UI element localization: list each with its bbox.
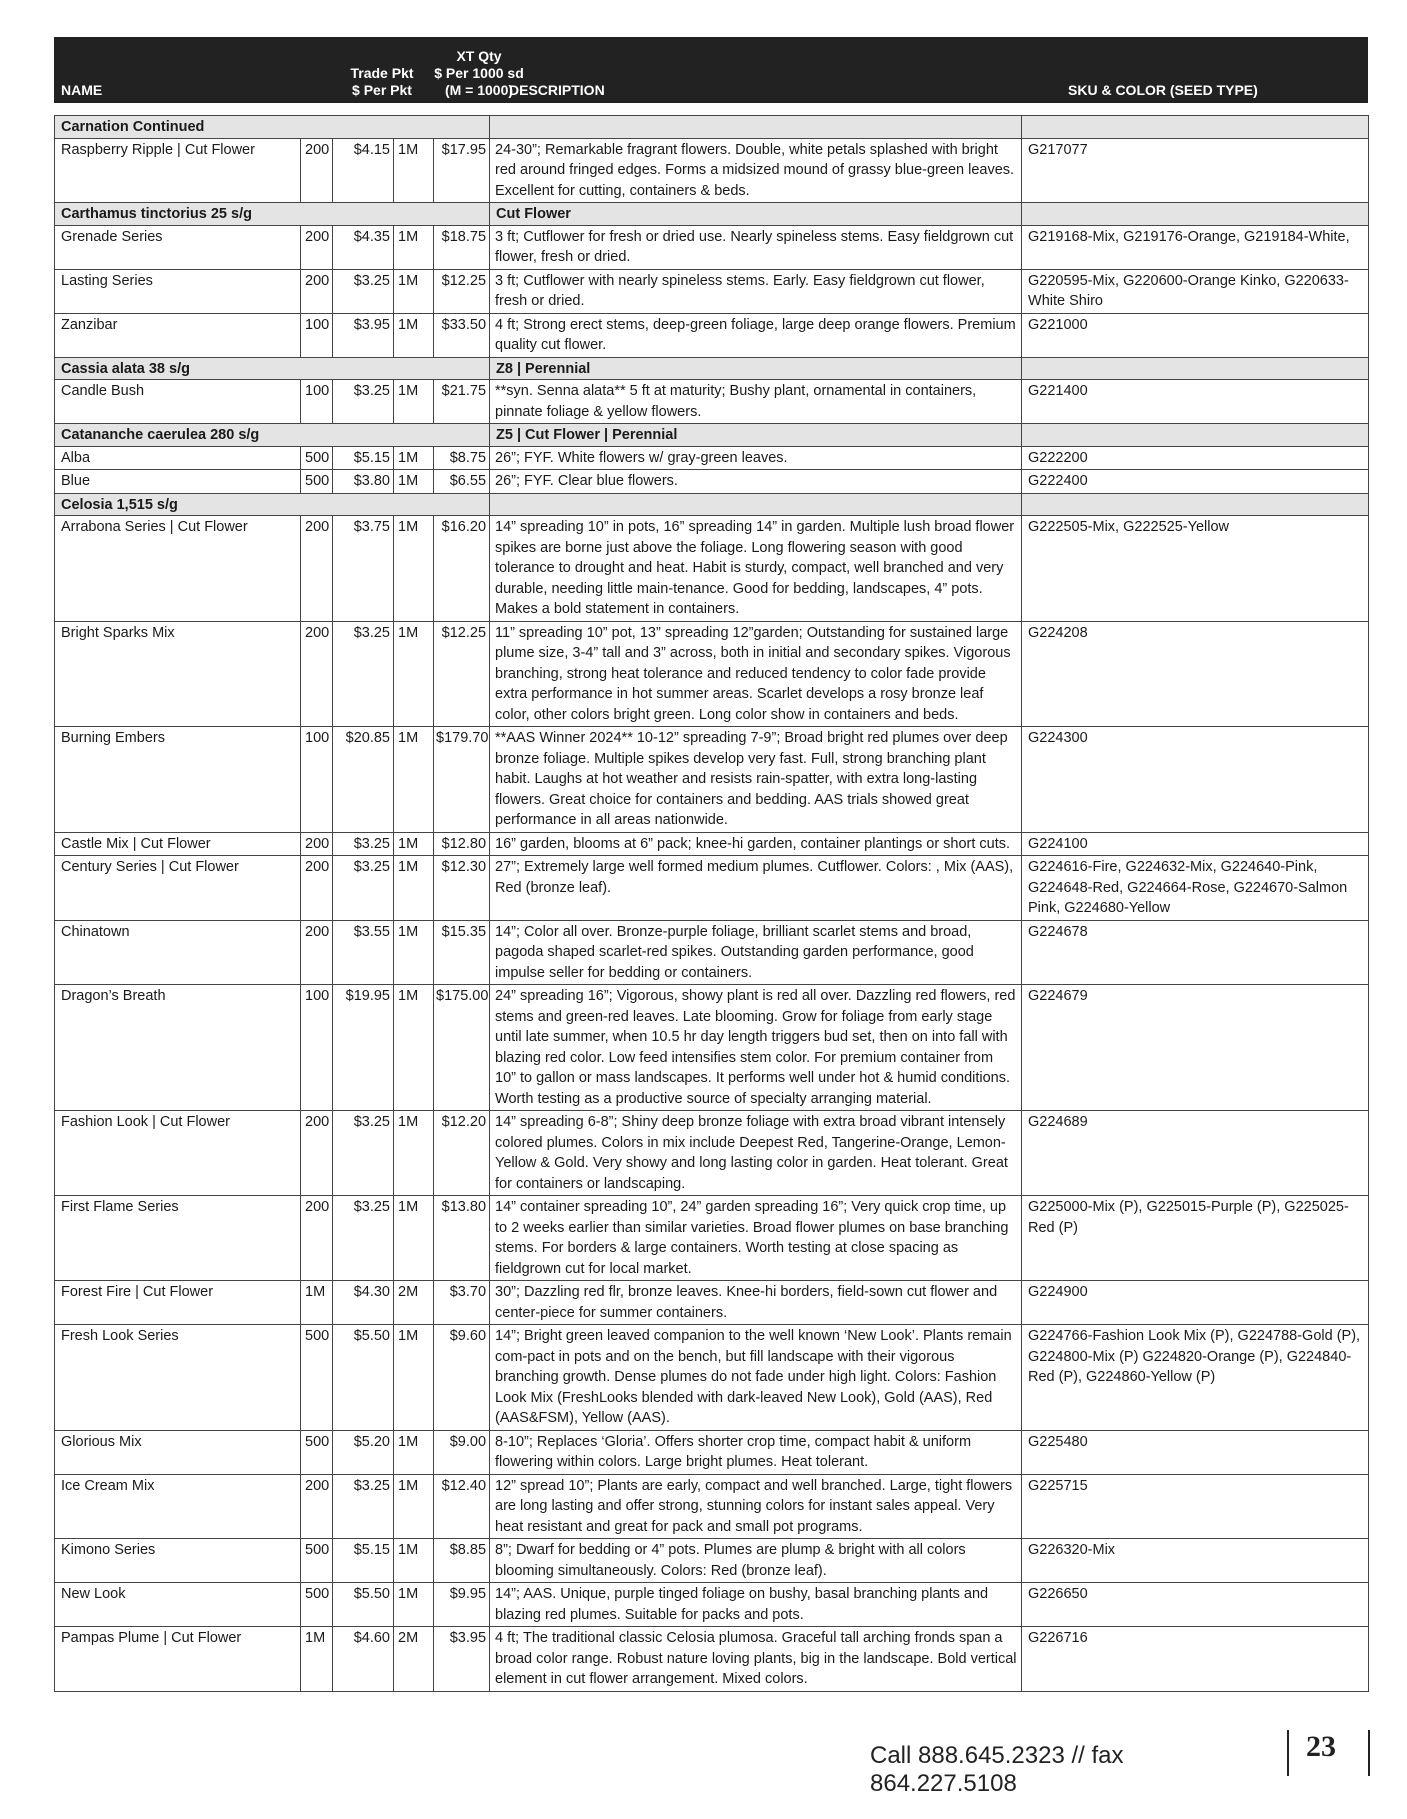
description: 26”; FYF. Clear blue flowers. (490, 470, 1022, 494)
xt-qty: 1M (394, 621, 434, 727)
section-name: Celosia 1,515 s/g (55, 493, 490, 516)
pkt-price: $19.95 (333, 985, 394, 1111)
table-row (55, 446, 1369, 470)
header-sku: SKU & COLOR (SEED TYPE) (1068, 82, 1258, 98)
description: 26”; FYF. White flowers w/ gray-green leaves. (490, 446, 1022, 470)
section-row (55, 203, 1369, 226)
xt-price: $3.95 (434, 1627, 490, 1692)
pkt-qty: 200 (301, 832, 333, 856)
variety-name: Pampas Plume | Cut Flower (55, 1627, 301, 1692)
table-row (55, 856, 1369, 921)
pkt-qty: 200 (301, 621, 333, 727)
sku-color: G222505-Mix, G222525-Yellow (1022, 516, 1369, 622)
pkt-qty: 100 (301, 727, 333, 833)
pkt-qty: 100 (301, 313, 333, 357)
pkt-price: $4.30 (333, 1281, 394, 1325)
table-body (55, 116, 1369, 1692)
xt-price: $12.20 (434, 1111, 490, 1196)
footer-divider (1287, 1730, 1289, 1776)
table-row (55, 1474, 1369, 1539)
xt-price: $12.30 (434, 856, 490, 921)
sku-color: G226716 (1022, 1627, 1369, 1692)
footer-divider (1368, 1730, 1370, 1776)
section-description (490, 493, 1022, 516)
sku-color: G224900 (1022, 1281, 1369, 1325)
table-row (55, 1111, 1369, 1196)
xt-qty: 1M (394, 1539, 434, 1583)
pkt-qty: 500 (301, 446, 333, 470)
xt-qty: 1M (394, 380, 434, 424)
xt-price: $12.80 (434, 832, 490, 856)
variety-name: Blue (55, 470, 301, 494)
sku-color: G225715 (1022, 1474, 1369, 1539)
section-row (55, 116, 1369, 139)
variety-name: Burning Embers (55, 727, 301, 833)
pkt-price: $3.55 (333, 920, 394, 985)
variety-name: Fresh Look Series (55, 1325, 301, 1431)
variety-name: Raspberry Ripple | Cut Flower (55, 138, 301, 203)
table-row (55, 1583, 1369, 1627)
xt-qty: 1M (394, 985, 434, 1111)
pkt-qty: 100 (301, 985, 333, 1111)
description: 14” spreading 6-8”; Shiny deep bronze foliage with extra broad vibrant intensely colored plumes. Colors in mix include Deepest Red, Tangerine-Orange, Lemon-Yellow & Gold. Very showy and long lasting color in garden. Heat tolerant. Great for containers or landscaping. (490, 1111, 1022, 1196)
xt-qty: 1M (394, 856, 434, 921)
xt-price: $9.60 (434, 1325, 490, 1431)
xt-qty: 1M (394, 1325, 434, 1431)
table-row (55, 1627, 1369, 1692)
sku-color: G225480 (1022, 1430, 1369, 1474)
pkt-price: $4.60 (333, 1627, 394, 1692)
description: 12” spread 10”; Plants are early, compact and well branched. Large, tight flowers are long lasting and offer strong, stunning colors for instant sales appeal. Very heat resistant and great for pack and small pot programs. (490, 1474, 1022, 1539)
xt-qty: 1M (394, 1583, 434, 1627)
xt-qty: 1M (394, 269, 434, 313)
section-name: Carnation Continued (55, 116, 490, 139)
pkt-qty: 200 (301, 1474, 333, 1539)
section-name: Cassia alata 38 s/g (55, 357, 490, 380)
sku-color: G221400 (1022, 380, 1369, 424)
pkt-qty: 500 (301, 470, 333, 494)
pkt-price: $20.85 (333, 727, 394, 833)
table-row (55, 621, 1369, 727)
table-row (55, 138, 1369, 203)
header-trade-pkt: Trade Pkt $ Per Pkt (350, 65, 414, 98)
variety-name: Grenade Series (55, 225, 301, 269)
description: 14”; AAS. Unique, purple tinged foliage on bushy, basal branching plants and blazing red plumes. Suitable for packs and pots. (490, 1583, 1022, 1627)
pkt-qty: 500 (301, 1325, 333, 1431)
description: 3 ft; Cutflower with nearly spineless stems. Early. Easy fieldgrown cut flower, fresh or dried. (490, 269, 1022, 313)
pkt-price: $3.75 (333, 516, 394, 622)
xt-price: $179.70 (434, 727, 490, 833)
description: 11” spreading 10” pot, 13” spreading 12”garden; Outstanding for sustained large plume size, 3-4” tall and 3” across, both in initial and secondary spikes. Vigorous branching, strong heat tolerance and reduced tendency to color fade provide extra performance in hot summer areas. Scarlet develops a rosy bronze leaf color, other colors bright green. Long color show in containers and beds. (490, 621, 1022, 727)
xt-price: $9.95 (434, 1583, 490, 1627)
xt-price: $175.00 (434, 985, 490, 1111)
pkt-qty: 200 (301, 225, 333, 269)
section-description (490, 116, 1022, 139)
variety-name: Forest Fire | Cut Flower (55, 1281, 301, 1325)
sku-color: G219168-Mix, G219176-Orange, G219184-White, (1022, 225, 1369, 269)
sku-color: G222400 (1022, 470, 1369, 494)
description: **syn. Senna alata** 5 ft at maturity; Bushy plant, ornamental in containers, pinnate foliage & yellow flowers. (490, 380, 1022, 424)
xt-qty: 1M (394, 225, 434, 269)
price-sheet (54, 37, 1368, 1692)
section-row (55, 357, 1369, 380)
table-row (55, 1281, 1369, 1325)
variety-name: First Flame Series (55, 1196, 301, 1281)
description: 4 ft; Strong erect stems, deep-green foliage, large deep orange flowers. Premium quality cut flower. (490, 313, 1022, 357)
pkt-qty: 1M (301, 1627, 333, 1692)
sku-color: G226650 (1022, 1583, 1369, 1627)
pkt-price: $3.80 (333, 470, 394, 494)
pkt-price: $3.25 (333, 1196, 394, 1281)
table-row (55, 920, 1369, 985)
variety-name: Alba (55, 446, 301, 470)
section-blank (1022, 116, 1369, 139)
xt-qty: 1M (394, 138, 434, 203)
xt-qty: 1M (394, 1474, 434, 1539)
description: 24” spreading 16”; Vigorous, showy plant is red all over. Dazzling red flowers, red stems and green-red leaves. Late blooming. Grow for foliage from early stage until late summer, when 10.5 hr day length triggers bud set, then on into fall with blazing red color. Low feed intensifies stem color. For premium container from 10” to gallon or mass landscapes. It performs well under hot & humid conditions. Worth testing as a productive source of specialty arranging material. (490, 985, 1022, 1111)
pkt-qty: 500 (301, 1430, 333, 1474)
variety-name: Glorious Mix (55, 1430, 301, 1474)
xt-qty: 1M (394, 920, 434, 985)
sku-color: G224100 (1022, 832, 1369, 856)
xt-qty: 1M (394, 727, 434, 833)
xt-price: $13.80 (434, 1196, 490, 1281)
description: **AAS Winner 2024** 10-12” spreading 7-9”; Broad bright red plumes over deep bronze foliage. Multiple spikes develop very fast. Full, strong branching plant habit. Laughs at hot weather and resists rain-spatter, with extra long-lasting flowers. Great choice for containers and bedding. AAS trials showed great performance in all areas nationwide. (490, 727, 1022, 833)
section-row (55, 424, 1369, 447)
xt-qty: 1M (394, 1111, 434, 1196)
pkt-price: $3.25 (333, 1111, 394, 1196)
variety-name: Castle Mix | Cut Flower (55, 832, 301, 856)
pkt-qty: 200 (301, 920, 333, 985)
sku-color: G224679 (1022, 985, 1369, 1111)
pkt-price: $5.15 (333, 446, 394, 470)
description: 27”; Extremely large well formed medium plumes. Cutflower. Colors: , Mix (AAS), Red (bronze leaf). (490, 856, 1022, 921)
variety-name: Bright Sparks Mix (55, 621, 301, 727)
xt-price: $6.55 (434, 470, 490, 494)
description: 14” spreading 10” in pots, 16” spreading 14” in garden. Multiple lush broad flower spikes are borne just above the foliage. Long flowering season with good tolerance to drought and heat. Habit is sturdy, compact, well branched and very durable, needing little main-tenance. Good for bedding, landscapes, 4” pots. Makes a bold statement in containers. (490, 516, 1022, 622)
xt-price: $16.20 (434, 516, 490, 622)
sku-color: G224766-Fashion Look Mix (P), G224788-Gold (P), G224800-Mix (P) G224820-Orange (P), G224840-Red (P), G224860-Yellow (P) (1022, 1325, 1369, 1431)
xt-qty: 1M (394, 470, 434, 494)
description: 16” garden, blooms at 6” pack; knee-hi garden, container plantings or short cuts. (490, 832, 1022, 856)
pkt-price: $3.25 (333, 1474, 394, 1539)
section-description: Z5 | Cut Flower | Perennial (490, 424, 1022, 447)
pkt-price: $5.50 (333, 1325, 394, 1431)
table-row (55, 470, 1369, 494)
pkt-qty: 200 (301, 1111, 333, 1196)
table-row (55, 269, 1369, 313)
pkt-qty: 200 (301, 1196, 333, 1281)
pkt-qty: 500 (301, 1539, 333, 1583)
xt-price: $12.40 (434, 1474, 490, 1539)
description: 14”; Color all over. Bronze-purple foliage, brilliant scarlet stems and broad, pagoda shaped scarlet-red spikes. Outstanding garden performance, good impulse seller for bedding or containers. (490, 920, 1022, 985)
page-footer (870, 1730, 1370, 1797)
pkt-price: $3.25 (333, 269, 394, 313)
pkt-price: $3.25 (333, 621, 394, 727)
xt-qty: 2M (394, 1627, 434, 1692)
header-name: NAME (61, 82, 103, 98)
variety-name: Ice Cream Mix (55, 1474, 301, 1539)
table-row (55, 1430, 1369, 1474)
variety-name: New Look (55, 1583, 301, 1627)
xt-qty: 1M (394, 313, 434, 357)
header-description: DESCRIPTION (509, 82, 605, 98)
xt-qty: 2M (394, 1281, 434, 1325)
table-row (55, 516, 1369, 622)
pkt-price: $4.35 (333, 225, 394, 269)
description: 4 ft; The traditional classic Celosia plumosa. Graceful tall arching fronds span a broad color range. Robust nature loving plants, big in the landscape. Bold vertical element in cut flower arrangement. Mixed colors. (490, 1627, 1022, 1692)
description: 8”; Dwarf for bedding or 4” pots. Plumes are plump & bright with all colors blooming simultaneously. Colors: Red (bronze leaf). (490, 1539, 1022, 1583)
xt-price: $18.75 (434, 225, 490, 269)
sku-color: G225000-Mix (P), G225015-Purple (P), G225025-Red (P) (1022, 1196, 1369, 1281)
sku-color: G224689 (1022, 1111, 1369, 1196)
section-blank (1022, 357, 1369, 380)
section-row (55, 493, 1369, 516)
contact-line: Call 888.645.2323 // fax 864.227.5108 (870, 1742, 1124, 1797)
description: 3 ft; Cutflower for fresh or dried use. Nearly spineless stems. Easy fieldgrown cut flower, fresh or dried. (490, 225, 1022, 269)
pkt-price: $3.95 (333, 313, 394, 357)
pkt-price: $4.15 (333, 138, 394, 203)
pkt-qty: 200 (301, 856, 333, 921)
table-row (55, 1325, 1369, 1431)
table-row (55, 380, 1369, 424)
seed-table (54, 115, 1369, 1692)
pkt-qty: 200 (301, 269, 333, 313)
xt-price: $12.25 (434, 269, 490, 313)
pkt-qty: 200 (301, 138, 333, 203)
table-row (55, 313, 1369, 357)
sku-color: G224208 (1022, 621, 1369, 727)
variety-name: Dragon’s Breath (55, 985, 301, 1111)
pkt-price: $3.25 (333, 832, 394, 856)
xt-qty: 1M (394, 832, 434, 856)
section-description: Z8 | Perennial (490, 357, 1022, 380)
section-name: Carthamus tinctorius 25 s/g (55, 203, 490, 226)
xt-price: $9.00 (434, 1430, 490, 1474)
table-row (55, 832, 1369, 856)
xt-qty: 1M (394, 446, 434, 470)
pkt-price: $5.20 (333, 1430, 394, 1474)
pkt-qty: 500 (301, 1583, 333, 1627)
pkt-price: $5.15 (333, 1539, 394, 1583)
table-row (55, 727, 1369, 833)
variety-name: Candle Bush (55, 380, 301, 424)
sku-color: G224616-Fire, G224632-Mix, G224640-Pink, G224648-Red, G224664-Rose, G224670-Salmon Pink, G224680-Yellow (1022, 856, 1369, 921)
section-description: Cut Flower (490, 203, 1022, 226)
xt-price: $12.25 (434, 621, 490, 727)
pkt-price: $3.25 (333, 380, 394, 424)
variety-name: Fashion Look | Cut Flower (55, 1111, 301, 1196)
xt-price: $8.75 (434, 446, 490, 470)
section-blank (1022, 493, 1369, 516)
xt-qty: 1M (394, 516, 434, 622)
description: 14” container spreading 10”, 24” garden spreading 16”; Very quick crop time, up to 2 weeks earlier than similar varieties. Broad flower plumes on base branching stems. For borders & large containers. Worth testing at close spacing as fieldgrown cut for local market. (490, 1196, 1022, 1281)
section-name: Catananche caerulea 280 s/g (55, 424, 490, 447)
page-number: 23 (1306, 1730, 1336, 1763)
variety-name: Zanzibar (55, 313, 301, 357)
description: 8-10”; Replaces ‘Gloria’. Offers shorter crop time, compact habit & uniform flowering within colors. Large bright plumes. Heat tolerant. (490, 1430, 1022, 1474)
sku-color: G226320-Mix (1022, 1539, 1369, 1583)
table-row (55, 985, 1369, 1111)
table-row (55, 1539, 1369, 1583)
sku-color: G222200 (1022, 446, 1369, 470)
sku-color: G224678 (1022, 920, 1369, 985)
section-blank (1022, 203, 1369, 226)
pkt-price: $5.50 (333, 1583, 394, 1627)
xt-price: $15.35 (434, 920, 490, 985)
xt-price: $8.85 (434, 1539, 490, 1583)
description: 30”; Dazzling red flr, bronze leaves. Knee-hi borders, field-sown cut flower and center-piece for summer containers. (490, 1281, 1022, 1325)
pkt-price: $3.25 (333, 856, 394, 921)
xt-price: $21.75 (434, 380, 490, 424)
pkt-qty: 1M (301, 1281, 333, 1325)
xt-price: $3.70 (434, 1281, 490, 1325)
header-xt-qty: XT Qty $ Per 1000 sd (M = 1000) (434, 48, 524, 98)
variety-name: Lasting Series (55, 269, 301, 313)
table-row (55, 1196, 1369, 1281)
pkt-qty: 100 (301, 380, 333, 424)
variety-name: Chinatown (55, 920, 301, 985)
xt-qty: 1M (394, 1430, 434, 1474)
sku-color: G217077 (1022, 138, 1369, 203)
description: 24-30”; Remarkable fragrant flowers. Double, white petals splashed with bright red around fringed edges. Forms a midsized mound of grassy blue-green leaves. Excellent for cutting, containers & beds. (490, 138, 1022, 203)
sku-color: G221000 (1022, 313, 1369, 357)
section-blank (1022, 424, 1369, 447)
variety-name: Arrabona Series | Cut Flower (55, 516, 301, 622)
xt-price: $33.50 (434, 313, 490, 357)
variety-name: Century Series | Cut Flower (55, 856, 301, 921)
description: 14”; Bright green leaved companion to the well known ‘New Look’. Plants remain com-pact in pots and on the bench, but fill landscape with their vigorous branching growth. Dense plumes do not fade under high light. Colors: Fashion Look Mix (FreshLooks blended with dark-leaved New Look), Gold (AAS), Red (AAS&FSM), Yellow (AAS). (490, 1325, 1022, 1431)
sku-color: G220595-Mix, G220600-Orange Kinko, G220633-White Shiro (1022, 269, 1369, 313)
pkt-qty: 200 (301, 516, 333, 622)
table-header (54, 37, 1368, 103)
table-row (55, 225, 1369, 269)
xt-qty: 1M (394, 1196, 434, 1281)
sku-color: G224300 (1022, 727, 1369, 833)
variety-name: Kimono Series (55, 1539, 301, 1583)
xt-price: $17.95 (434, 138, 490, 203)
